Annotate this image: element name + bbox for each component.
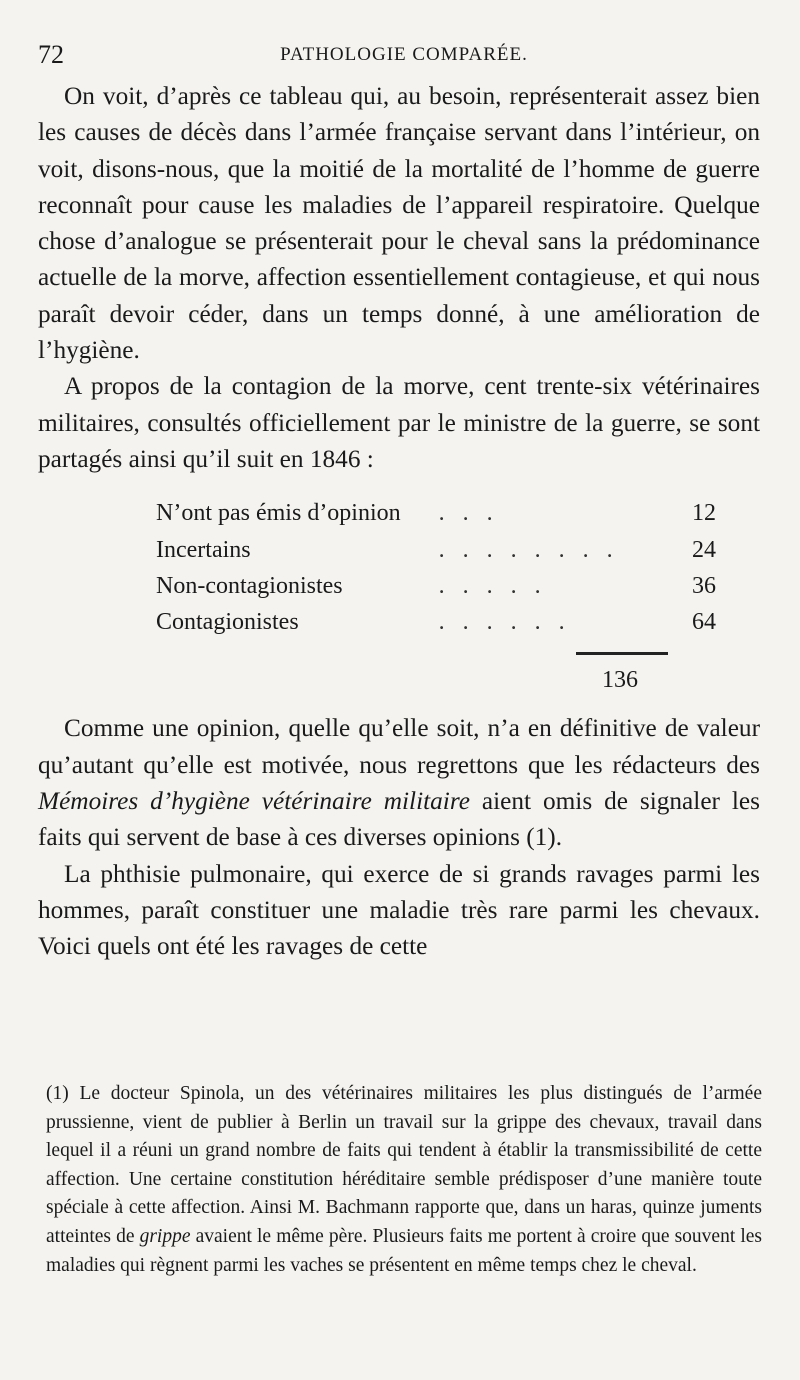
paragraph-opinion-text-2: aient omis de signaler les faits qui servent de base à ces diverses opinions (1).: [38, 787, 760, 852]
footnote-text-2: avaient le même père. Plusieurs faits me portent à croire que souvent les maladies qui règnent parmi les vaches se présentent en même temps chez le cheval.: [46, 1225, 762, 1276]
running-title: PATHOLOGIE COMPARÉE.: [280, 44, 528, 65]
opinions-total-row: [156, 640, 716, 704]
page-number: 72: [38, 40, 64, 69]
total-rule: [576, 652, 668, 655]
leader-dots: . . . . .: [438, 572, 547, 599]
paragraph-contagion: A propos de la contagion de la morve, cent trente-six vétérinaires militaires, consultés officiellement par le ministre de la guerre, se sont partagés ainsi qu’il suit en 1846 :: [38, 372, 760, 473]
paragraph-opinion-text-1: Comme une opinion, quelle qu’elle soit, n’a en définitive de valeur qu’autant qu’elle est motivée, nous regrettons que les rédacteurs des: [38, 714, 760, 779]
footnote-text: [46, 1080, 762, 1280]
opinion-label: N’ont pas émis d’opinion: [156, 500, 401, 527]
footnote-text-1: (1) Le docteur Spinola, un des vétérinaires militaires les plus distingués de l’armée prussienne, vient de publier à Berlin un travail sur la grippe des chevaux, travail dans lequel il a réuni un grand nombre de faits qui tendent à établir la transmissibilité de cette affection. Une certaine constitution héréditaire semble prédisposer d’une manière toute spéciale à cette affection. Ainsi M. Bachmann rapporte que, dans un haras, quinze juments atteintes de: [46, 1083, 762, 1247]
footnote-italic-grippe: grippe: [139, 1225, 191, 1247]
leader-dots: . . . . . . . .: [438, 536, 619, 563]
paragraph-tableau: On voit, d’après ce tableau qui, au besoin, représenterait assez bien les causes de décès dans l’armée française servant dans l’intérieur, on voit, disons-nous, que la moitié de la mortalité de l’homme de guerre reconnaît pour cause les maladies de l’appareil respiratoire. Quelque chose d’analogue se présenterait pour le cheval sans la prédominance actuelle de la morve, affection essentiellement contagieuse, et qui nous paraît devoir céder, dans un temps donné, à une amélioration de l’hygiène.: [38, 82, 760, 365]
opinion-label: Non-contagionistes: [156, 572, 343, 599]
paragraph-phthisie: La phthisie pulmonaire, qui exerce de si grands ravages parmi les hommes, paraît constituer une maladie très rare parmi les chevaux. Voici quels ont été les ravages de cette: [38, 859, 760, 961]
page-header: [38, 40, 770, 80]
opinion-count: 64: [692, 609, 716, 636]
opinion-count: 36: [692, 572, 716, 599]
footnote: [46, 1080, 762, 1280]
paragraph-opinion: [38, 710, 760, 855]
opinion-label: Contagionistes: [156, 609, 299, 636]
opinion-row: [156, 604, 716, 640]
opinion-row: [156, 532, 716, 568]
leader-dots: . . .: [438, 500, 499, 527]
opinion-count: 12: [692, 500, 716, 527]
opinions-total: 136: [602, 667, 638, 694]
opinion-row: [156, 568, 716, 604]
opinion-count: 24: [692, 536, 716, 563]
opinions-table: [156, 495, 716, 640]
memoires-title: Mémoires d’hygiène vétérinaire militaire: [38, 787, 470, 816]
body-text: [38, 78, 760, 965]
opinion-row: [156, 495, 716, 531]
opinion-label: Incertains: [156, 536, 251, 563]
leader-dots: . . . . . .: [438, 609, 571, 636]
